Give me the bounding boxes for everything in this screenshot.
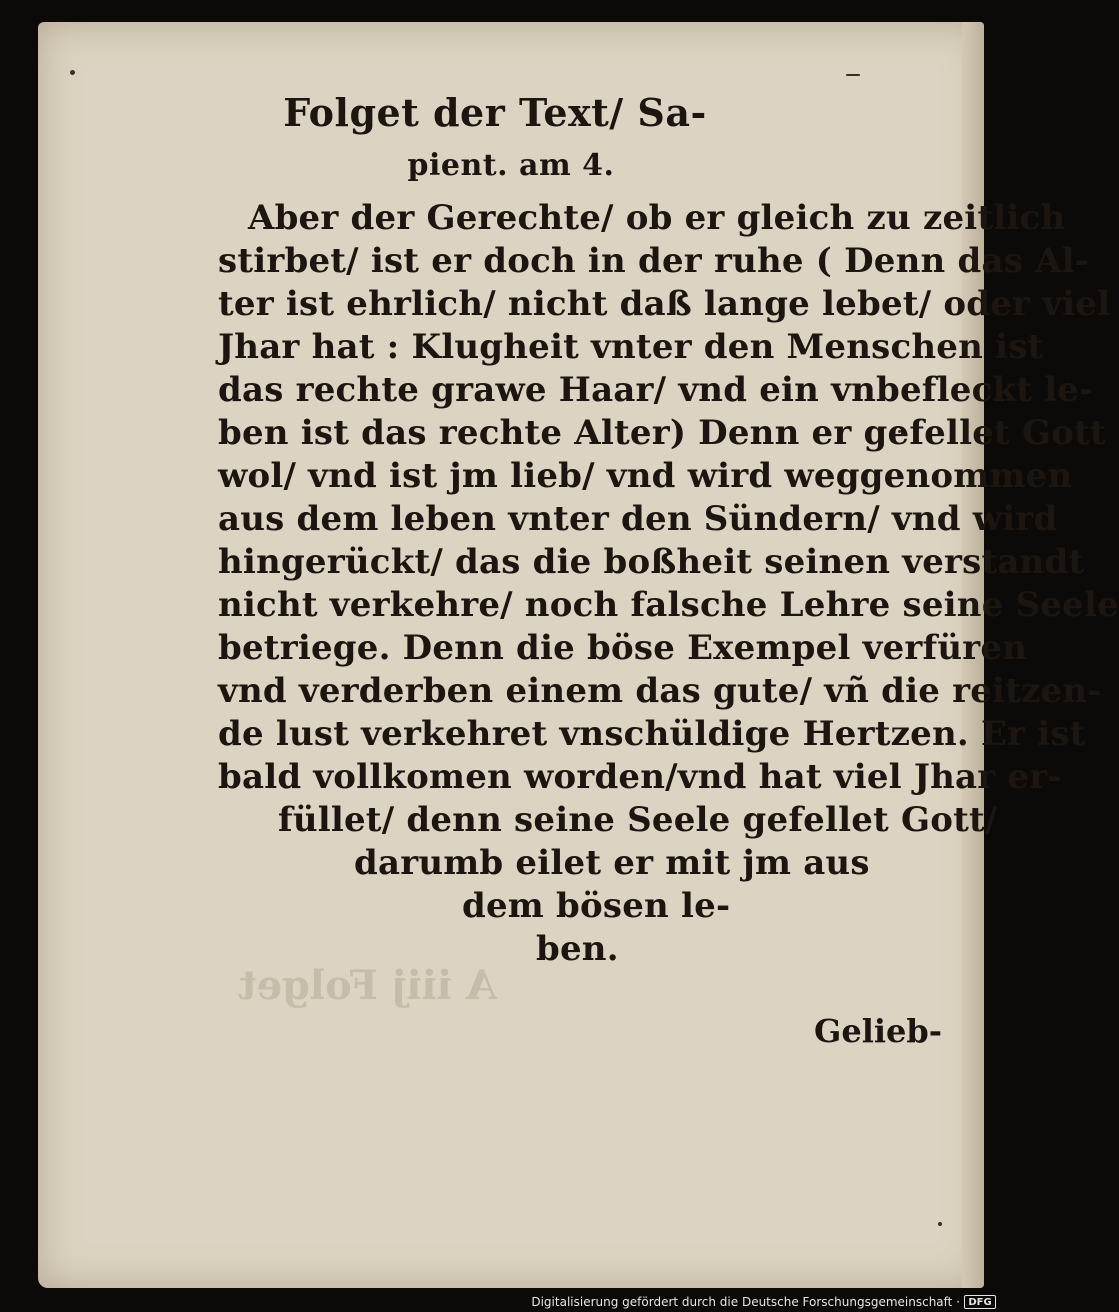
body-line: de lust verkehret vnschüldige Hertzen. Er ist — [218, 714, 1086, 754]
ink-speck — [846, 74, 860, 76]
paper-page — [38, 22, 1119, 1288]
body-line: stirbet/ ist er doch in der ruhe ( Denn das Al- — [218, 241, 1090, 281]
catchword: Gelieb- — [814, 1012, 943, 1050]
body-line: ben ist das rechte Alter) Denn er gefellet Gott — [218, 413, 1106, 453]
body-line: wol/ vnd ist jm lieb/ vnd wird weggenommen — [218, 456, 1073, 496]
body-line: das rechte grawe Haar/ vnd ein vnbefleckt le- — [218, 370, 1094, 410]
dfg-logo: DFG — [964, 1295, 996, 1309]
body-line: ben. — [536, 929, 619, 969]
body-line: füllet/ denn seine Seele gefellet Gott/ — [278, 800, 998, 840]
ink-speck — [938, 1222, 942, 1226]
heading-line-1: Folget der Text/ Sa- — [283, 90, 707, 135]
body-line: darumb eilet er mit jm aus — [354, 843, 870, 883]
heading-line-2: pient. am 4. — [407, 148, 615, 183]
scan-corner — [940, 0, 1000, 20]
body-line: Aber der Gerechte/ ob er gleich zu zeitlich — [248, 198, 1066, 238]
body-line: betriege. Denn die böse Exempel verfüren — [218, 628, 1028, 668]
body-line: aus dem leben vnter den Sündern/ vnd wird — [218, 499, 1058, 539]
funding-credit: Digitalisierung gefördert durch die Deutsche Forschungsgemeinschaft · — [531, 1295, 960, 1309]
body-line: hingerückt/ das die boßheit seinen verstandt — [218, 542, 1085, 582]
body-line: nicht verkehre/ noch falsche Lehre seine Seele — [218, 585, 1119, 625]
show-through-text: A iiij Folget — [238, 962, 497, 1009]
ink-speck — [70, 70, 75, 75]
digitization-footer — [0, 1292, 1000, 1312]
body-line: bald vollkomen worden/vnd hat viel Jhar er- — [218, 757, 1062, 797]
body-line: dem bösen le- — [462, 886, 731, 926]
body-line: Jhar hat : Klugheit vnter den Menschen ist — [218, 327, 1044, 367]
body-line: ter ist ehrlich/ nicht daß lange lebet/ oder viel — [218, 284, 1111, 324]
body-line: vnd verderben einem das gute/ vñ die reitzen- — [218, 671, 1102, 711]
